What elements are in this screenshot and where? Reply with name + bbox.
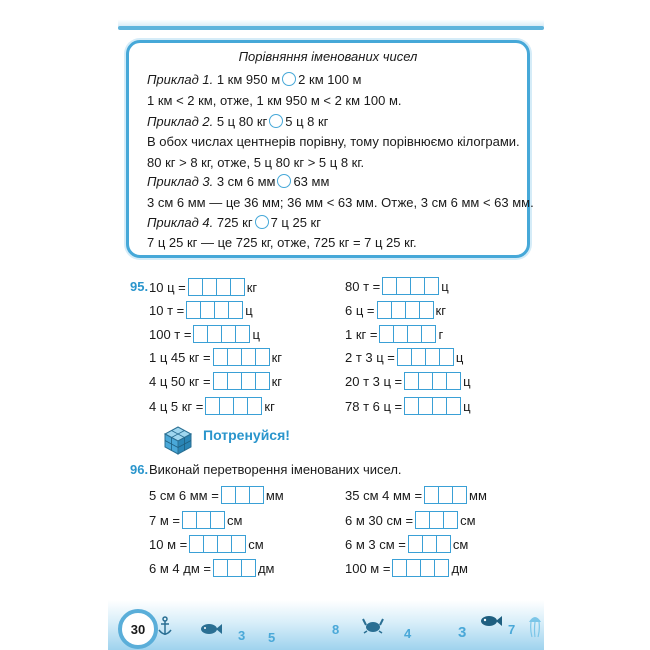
- anchor-icon: [158, 616, 172, 638]
- cube-icon: [163, 425, 193, 455]
- fish-icon: [480, 614, 502, 628]
- example-2-explanation-1: В обох числах центнерів порівну, тому порівнюємо кілограми.: [147, 134, 520, 149]
- task-96-left-1: 5 см 6 мм = мм: [149, 487, 284, 503]
- task-96-instruction: Виконай перетворення іменованих чисел.: [149, 462, 402, 477]
- task-96-left-2: 7 м = см: [149, 512, 243, 528]
- task-96-right-4: 100 м = дм: [345, 560, 468, 576]
- answer-boxes[interactable]: [205, 397, 262, 415]
- task-95-right-2: 6 ц = кг: [345, 302, 446, 318]
- top-line: [118, 26, 544, 30]
- answer-boxes[interactable]: [182, 511, 225, 529]
- example-1-explanation: 1 км < 2 км, отже, 1 км 950 м < 2 км 100 м.: [147, 93, 402, 108]
- task-95-left-1: 10 ц = кг: [149, 279, 258, 295]
- task-95-left-3: 100 т = ц: [149, 326, 260, 342]
- task-95-left-2: 10 т = ц: [149, 302, 253, 318]
- task-95-right-4: 2 т 3 ц = ц: [345, 349, 464, 365]
- task-96-right-3: 6 м 3 см = см: [345, 536, 469, 552]
- example-2: Приклад 2. 5 ц 80 кг 5 ц 8 кг: [147, 114, 329, 129]
- answer-boxes[interactable]: [424, 486, 467, 504]
- answer-boxes[interactable]: [186, 301, 243, 319]
- answer-boxes[interactable]: [379, 325, 436, 343]
- answer-boxes[interactable]: [213, 372, 270, 390]
- example-4: Приклад 4. 725 кг 7 ц 25 кг: [147, 215, 321, 230]
- fish-icon: [200, 622, 222, 636]
- task-95-right-3: 1 кг = г: [345, 326, 444, 342]
- jellyfish-icon: [528, 612, 542, 638]
- task-95-left-4: 1 ц 45 кг = кг: [149, 349, 283, 365]
- footer-band: [108, 600, 544, 650]
- answer-boxes[interactable]: [213, 559, 256, 577]
- answer-boxes[interactable]: [408, 535, 451, 553]
- compare-circle[interactable]: [269, 114, 283, 128]
- answer-boxes[interactable]: [377, 301, 434, 319]
- deco-digit: 5: [268, 630, 276, 645]
- task-96-right-1: 35 см 4 мм = мм: [345, 487, 487, 503]
- training-label: Потренуйся!: [203, 427, 290, 443]
- task-95-left-5: 4 ц 50 кг = кг: [149, 373, 283, 389]
- answer-boxes[interactable]: [221, 486, 264, 504]
- task-95-number: 95.: [130, 279, 149, 294]
- deco-digit: 3: [238, 628, 246, 643]
- example-2-explanation-2: 80 кг > 8 кг, отже, 5 ц 80 кг > 5 ц 8 кг.: [147, 155, 365, 170]
- top-band: [118, 0, 544, 28]
- deco-digit: 8: [332, 622, 340, 637]
- page-number: 30: [118, 609, 158, 649]
- deco-digit: 4: [404, 626, 412, 641]
- answer-boxes[interactable]: [188, 278, 245, 296]
- rule-box: [126, 40, 534, 258]
- deco-digit: 7: [508, 622, 516, 637]
- answer-boxes[interactable]: [397, 348, 454, 366]
- example-3: Приклад 3. 3 см 6 мм 63 мм: [147, 174, 330, 189]
- answer-boxes[interactable]: [404, 397, 461, 415]
- rule-title: Порівняння іменованих чисел: [238, 49, 418, 64]
- answer-boxes[interactable]: [404, 372, 461, 390]
- compare-circle[interactable]: [277, 174, 291, 188]
- task-95-right-6: 78 т 6 ц = ц: [345, 398, 471, 414]
- answer-boxes[interactable]: [193, 325, 250, 343]
- task-96-left-3: 10 м = см: [149, 536, 264, 552]
- compare-circle[interactable]: [255, 215, 269, 229]
- deco-digit: 3: [458, 624, 467, 641]
- task-95-right-1: 80 т = ц: [345, 278, 449, 294]
- example-3-explanation: 3 см 6 мм — це 36 мм; 36 мм < 63 мм. Отже, 3 см 6 мм < 63 мм.: [147, 195, 534, 210]
- task-95-right-5: 20 т 3 ц = ц: [345, 373, 471, 389]
- crab-icon: [362, 616, 384, 634]
- answer-boxes[interactable]: [382, 277, 439, 295]
- answer-boxes[interactable]: [213, 348, 270, 366]
- answer-boxes[interactable]: [189, 535, 246, 553]
- task-96-number: 96.: [130, 462, 149, 477]
- answer-boxes[interactable]: [415, 511, 458, 529]
- task-95-left-6: 4 ц 5 кг = кг: [149, 398, 275, 414]
- example-4-explanation: 7 ц 25 кг — це 725 кг, отже, 725 кг = 7 ц 25 кг.: [147, 235, 417, 250]
- task-96-left-4: 6 м 4 дм = дм: [149, 560, 275, 576]
- answer-boxes[interactable]: [392, 559, 449, 577]
- example-1: Приклад 1. 1 км 950 м 2 км 100 м: [147, 72, 362, 87]
- task-96-right-2: 6 м 30 см = см: [345, 512, 476, 528]
- compare-circle[interactable]: [282, 72, 296, 86]
